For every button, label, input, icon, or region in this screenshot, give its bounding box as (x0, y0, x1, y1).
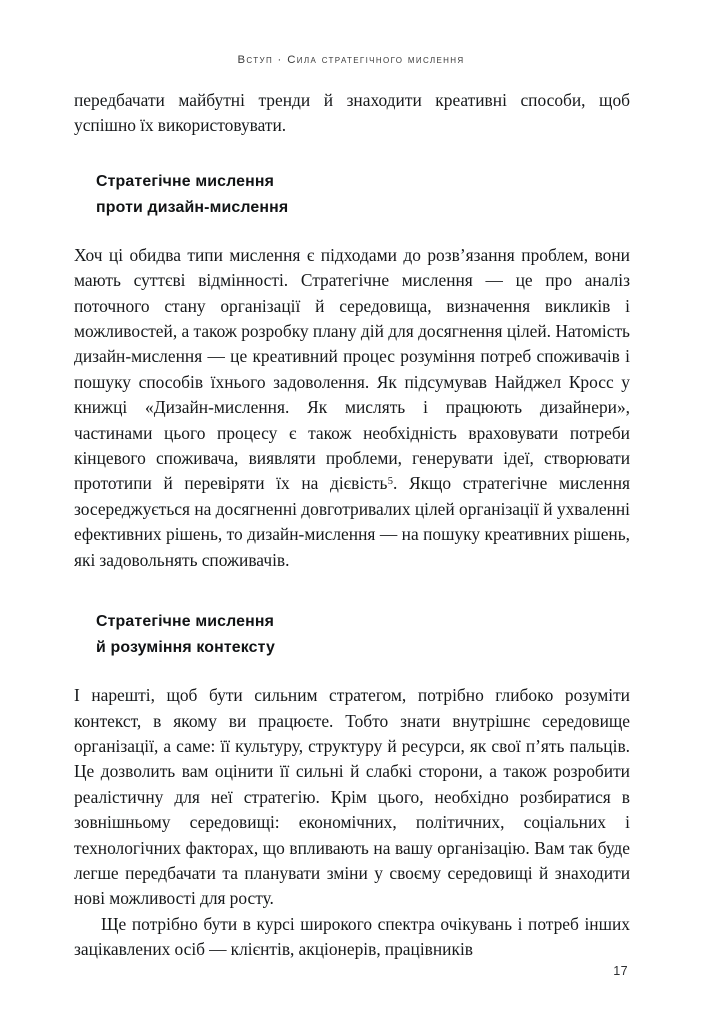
section-one-paragraph-text-b: . Якщо стратегічне мислення зосереджується на досягненні довготривалих цілей організації й ухваленні ефективних рішень, то дизайн-мислення — на пошуку креативних рішень, які задовольнять споживачів. (74, 473, 630, 570)
section-heading-line-2: проти дизайн-мислення (96, 198, 289, 216)
footnote-marker: 5 (387, 475, 393, 487)
section-heading-line-1: Стратегічне мислення (96, 613, 275, 631)
running-head: Вступ · Сила стратегічного мислення (237, 54, 465, 66)
spacer (74, 221, 630, 243)
section-one-paragraph-text-a: Хоч ці обидва типи мислення є підходами до розв’язання проблем, вони мають суттєві відмінності. Стратегічне мислення — це про аналіз поточного стану організації й середовища, визначення викликів і можливостей, а також розробку плану дій для досягнення цілей. Натомість дизайн-мислення — це креативний процес розуміння потреб споживачів і пошуку способів їхнього задоволення. Як підсумував Найджел Кросс у книжці «Дизайн-мислення. Як мислять і працюють дизайнери», частинами цього процесу є також необхідність враховувати потреби кінцевого споживача, виявляти проблеми, генерувати ідеї, створювати прототипи й перевіряти їх на дієвість (74, 244, 630, 494)
section-two-paragraph-1: І нарешті, щоб бути сильним стратегом, потрібно глибоко розуміти контекст, в якому ви працюєте. Тобто знати внутрішнє середовище організації, а саме: її культуру, структуру й ресурси, як свої п’ять пальців. Це дозволить вам оцінити її сильні й слабкі сторони, а також розробити реалістичну для неї стратегію. Крім цього, необхідно розбиратися в зовнішньому середовищі: економічних, політичних, соціальних і технологічних факторах, що впливають на вашу організацію. Вам так буде легше передбачати та планувати зміни у своєму середовищі й знаходити нові можливості для росту. (74, 685, 630, 909)
section-one-paragraph (74, 243, 630, 573)
lead-paragraph: передбачати майбутні тренди й знаходити креативні способи, щоб успішно їх використовувати. (74, 90, 630, 136)
section-heading-line-2: й розуміння контексту (96, 639, 275, 657)
text-column (74, 88, 630, 963)
page-number: 17 (613, 964, 628, 978)
section-heading-strategic-vs-design (74, 169, 630, 221)
spacer (74, 573, 630, 609)
section-heading-line-1: Стратегічне мислення (96, 172, 275, 190)
spacer (74, 139, 630, 169)
spacer (74, 661, 630, 683)
section-heading-strategic-and-context (74, 609, 630, 661)
section-two-paragraph-2: Ще потрібно бути в курсі широкого спектра очікувань і потреб інших зацікавлених осіб — клієнтів, акціонерів, працівників (74, 913, 630, 960)
